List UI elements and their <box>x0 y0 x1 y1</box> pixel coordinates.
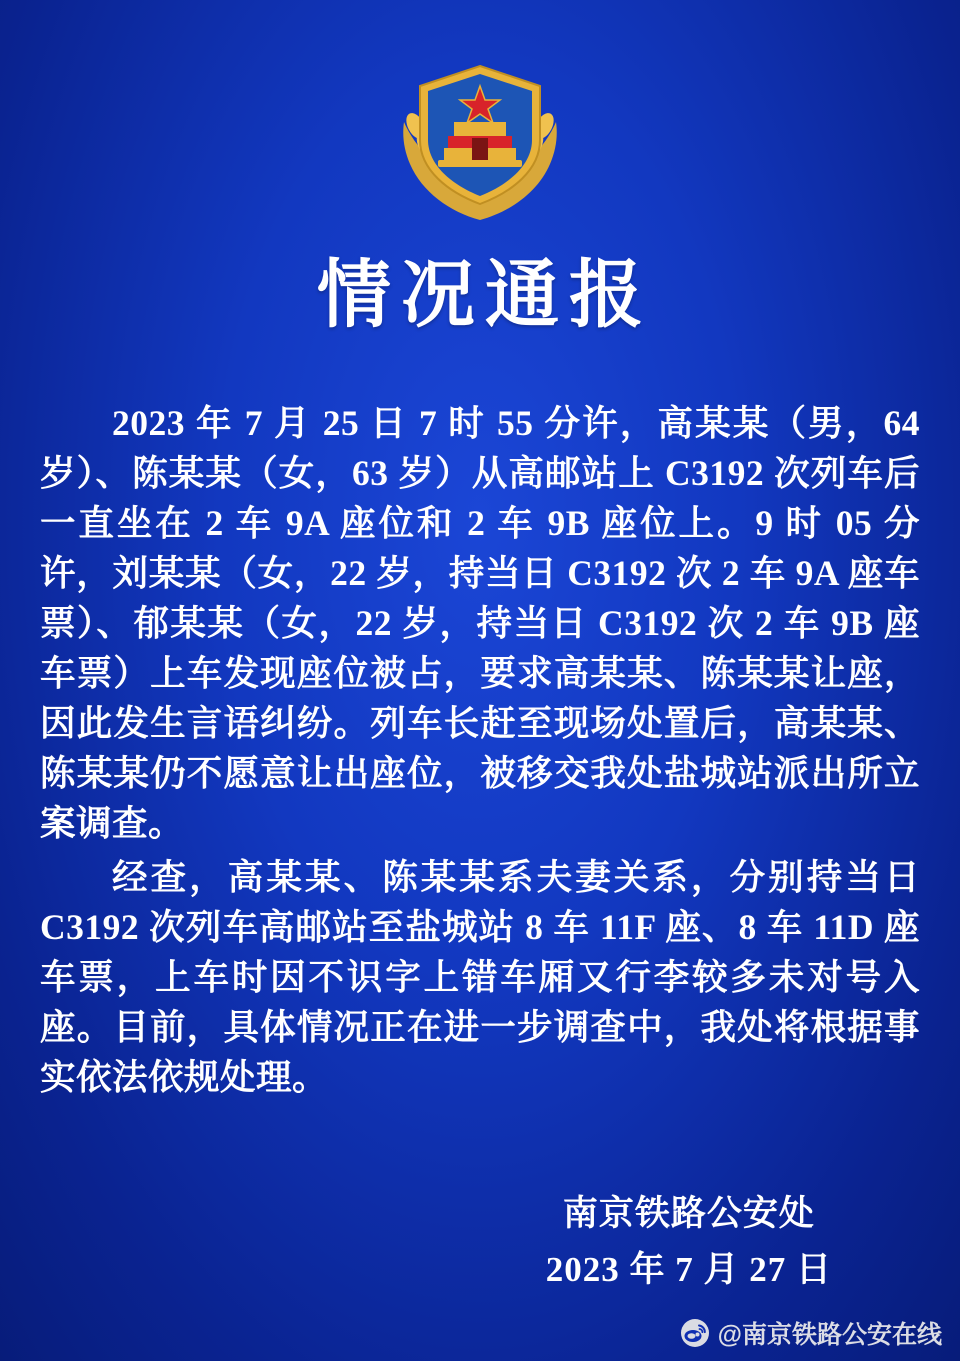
issuer-name: 南京铁路公安处 <box>562 1194 815 1233</box>
weibo-icon <box>680 1318 710 1348</box>
page-title: 情况通报 <box>317 255 653 337</box>
watermark-label: @南京铁路公安在线 <box>717 1321 942 1349</box>
notice-body <box>40 398 920 1106</box>
paragraph-2: 经查，高某某、陈某某系夫妻关系，分别持当日 C3192 次列车高邮站至盐城站 8 车 11F 座、8 车 11D 座车票，上车时因不识字上错车厢又行李较多未对号入座。目前，具体情况正在进一步调查中，我处将根据事实依法依规处理。 <box>40 857 920 1097</box>
issue-date: 2023 年 7 月 27 日 <box>545 1250 832 1289</box>
china-police-emblem-icon <box>380 52 580 224</box>
signature-block <box>546 1186 832 1298</box>
paragraph-1: 2023 年 7 月 25 日 7 时 55 分许，高某某（男，64 岁）、陈某某（女，63 岁）从高邮站上 C3192 次列车后一直坐在 2 车 9A 座位和 2 车 9B 座位上。9 时 05 分许，刘某某（女，22 岁，持当日 C3192 次 2 车 9A 座车票）、郁某某（女，22 岁，持当日 C3192 次 2 车 9B 座车票）上车发现座位被占，要求高某某、陈某某让座，因此发生言语纠纷。列车长赶至现场处置后，高某某、陈某某仍不愿意让出座位，被移交我处盐城站派出所立案调查。 <box>40 403 920 843</box>
watermark <box>680 1315 942 1351</box>
emblem-container <box>0 52 960 224</box>
